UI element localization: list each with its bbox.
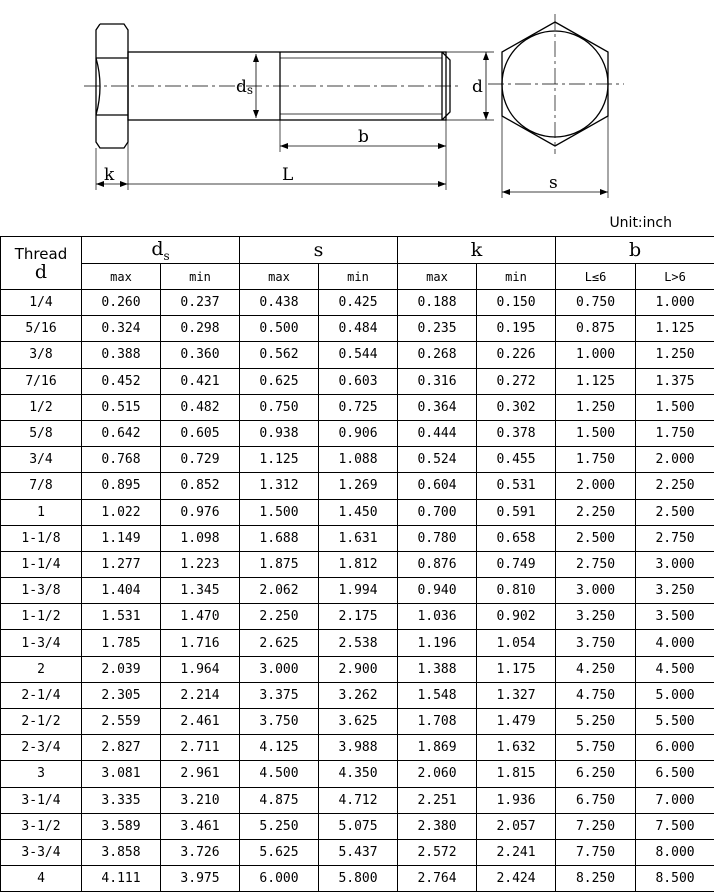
- value-cell: 0.700: [398, 499, 477, 525]
- value-cell: 0.455: [477, 447, 556, 473]
- value-cell: 1.250: [636, 342, 714, 368]
- value-cell: 0.444: [398, 420, 477, 446]
- value-cell: 1.327: [477, 682, 556, 708]
- thread-size-cell: 1: [1, 499, 82, 525]
- value-cell: 6.500: [636, 761, 714, 787]
- value-cell: 2.572: [398, 839, 477, 865]
- value-cell: 0.642: [82, 420, 161, 446]
- value-cell: 3.461: [161, 813, 240, 839]
- value-cell: 0.531: [477, 473, 556, 499]
- value-cell: 1.098: [161, 525, 240, 551]
- value-cell: 4.111: [82, 866, 161, 892]
- thread-size-cell: 3-1/2: [1, 813, 82, 839]
- value-cell: 8.000: [636, 839, 714, 865]
- value-cell: 0.768: [82, 447, 161, 473]
- value-cell: 1.785: [82, 630, 161, 656]
- value-cell: 2.251: [398, 787, 477, 813]
- value-cell: 2.750: [556, 551, 636, 577]
- value-cell: 1.964: [161, 656, 240, 682]
- subheader-cell: min: [319, 264, 398, 290]
- value-cell: 0.438: [240, 290, 319, 316]
- value-cell: 1.223: [161, 551, 240, 577]
- value-cell: 0.484: [319, 316, 398, 342]
- value-cell: 3.000: [240, 656, 319, 682]
- value-cell: 1.125: [636, 316, 714, 342]
- d-label: d: [472, 77, 483, 97]
- subheader-cell: max: [398, 264, 477, 290]
- thread-size-cell: 1-1/2: [1, 604, 82, 630]
- value-cell: 1.869: [398, 735, 477, 761]
- value-cell: 0.750: [240, 394, 319, 420]
- value-cell: 1.277: [82, 551, 161, 577]
- k-header: k: [398, 237, 556, 264]
- thread-size-cell: 1-1/8: [1, 525, 82, 551]
- table-row: [1, 656, 714, 682]
- value-cell: 5.500: [636, 709, 714, 735]
- value-cell: 4.250: [556, 656, 636, 682]
- thread-size-cell: 7/8: [1, 473, 82, 499]
- value-cell: 2.000: [556, 473, 636, 499]
- value-cell: 1.470: [161, 604, 240, 630]
- value-cell: 2.424: [477, 866, 556, 892]
- value-cell: 3.262: [319, 682, 398, 708]
- value-cell: 3.625: [319, 709, 398, 735]
- value-cell: 2.764: [398, 866, 477, 892]
- value-cell: 0.852: [161, 473, 240, 499]
- value-cell: 0.976: [161, 499, 240, 525]
- value-cell: 1.631: [319, 525, 398, 551]
- value-cell: 3.988: [319, 735, 398, 761]
- subheader-cell: min: [477, 264, 556, 290]
- value-cell: 0.906: [319, 420, 398, 446]
- value-cell: 2.461: [161, 709, 240, 735]
- value-cell: 1.994: [319, 578, 398, 604]
- table-row: [1, 682, 714, 708]
- thread-size-cell: 1-1/4: [1, 551, 82, 577]
- thread-size-cell: 1-3/4: [1, 630, 82, 656]
- value-cell: 2.250: [556, 499, 636, 525]
- value-cell: 2.750: [636, 525, 714, 551]
- value-cell: 2.214: [161, 682, 240, 708]
- value-cell: 0.425: [319, 290, 398, 316]
- table-row: [1, 604, 714, 630]
- value-cell: 0.150: [477, 290, 556, 316]
- subheader-cell: max: [240, 264, 319, 290]
- value-cell: 1.632: [477, 735, 556, 761]
- table-row: [1, 630, 714, 656]
- b-header: b: [556, 237, 714, 264]
- value-cell: 2.500: [636, 499, 714, 525]
- value-cell: 2.559: [82, 709, 161, 735]
- thread-d-label: d: [1, 264, 81, 280]
- value-cell: 1.196: [398, 630, 477, 656]
- table-row: [1, 813, 714, 839]
- value-cell: 3.375: [240, 682, 319, 708]
- value-cell: 0.729: [161, 447, 240, 473]
- subheader-cell: min: [161, 264, 240, 290]
- table-row: [1, 368, 714, 394]
- value-cell: 2.241: [477, 839, 556, 865]
- value-cell: 0.364: [398, 394, 477, 420]
- value-cell: 0.316: [398, 368, 477, 394]
- s-header: s: [240, 237, 398, 264]
- value-cell: 0.749: [477, 551, 556, 577]
- value-cell: 2.305: [82, 682, 161, 708]
- value-cell: 1.388: [398, 656, 477, 682]
- thread-size-cell: 2-1/2: [1, 709, 82, 735]
- table-row: [1, 473, 714, 499]
- value-cell: 7.250: [556, 813, 636, 839]
- value-cell: 1.548: [398, 682, 477, 708]
- value-cell: 0.940: [398, 578, 477, 604]
- value-cell: 0.750: [556, 290, 636, 316]
- value-cell: 5.000: [636, 682, 714, 708]
- value-cell: 0.302: [477, 394, 556, 420]
- value-cell: 0.421: [161, 368, 240, 394]
- table-row: [1, 761, 714, 787]
- value-cell: 0.591: [477, 499, 556, 525]
- value-cell: 3.081: [82, 761, 161, 787]
- value-cell: 1.269: [319, 473, 398, 499]
- value-cell: 0.780: [398, 525, 477, 551]
- thread-size-cell: 1-3/8: [1, 578, 82, 604]
- table-row: [1, 866, 714, 892]
- value-cell: 2.250: [636, 473, 714, 499]
- value-cell: 0.235: [398, 316, 477, 342]
- thread-size-cell: 5/16: [1, 316, 82, 342]
- b-label: b: [358, 127, 369, 147]
- value-cell: 0.515: [82, 394, 161, 420]
- value-cell: 0.895: [82, 473, 161, 499]
- value-cell: 3.335: [82, 787, 161, 813]
- subheader-cell: L>6: [636, 264, 714, 290]
- thread-size-cell: 2-1/4: [1, 682, 82, 708]
- value-cell: 2.250: [240, 604, 319, 630]
- table-row: [1, 499, 714, 525]
- value-cell: 1.000: [636, 290, 714, 316]
- value-cell: 6.750: [556, 787, 636, 813]
- value-cell: 2.057: [477, 813, 556, 839]
- value-cell: 1.312: [240, 473, 319, 499]
- value-cell: 7.750: [556, 839, 636, 865]
- value-cell: 0.603: [319, 368, 398, 394]
- value-cell: 2.000: [636, 447, 714, 473]
- value-cell: 1.716: [161, 630, 240, 656]
- thread-size-cell: 7/16: [1, 368, 82, 394]
- value-cell: 1.175: [477, 656, 556, 682]
- value-cell: 0.452: [82, 368, 161, 394]
- value-cell: 0.272: [477, 368, 556, 394]
- value-cell: 1.936: [477, 787, 556, 813]
- value-cell: 3.750: [556, 630, 636, 656]
- table-row: [1, 578, 714, 604]
- value-cell: 1.500: [636, 394, 714, 420]
- value-cell: 0.938: [240, 420, 319, 446]
- thread-size-cell: 3/4: [1, 447, 82, 473]
- table-body: [1, 290, 714, 892]
- value-cell: 5.625: [240, 839, 319, 865]
- thread-header: [1, 237, 82, 290]
- value-cell: 1.125: [556, 368, 636, 394]
- value-cell: 0.324: [82, 316, 161, 342]
- value-cell: 5.075: [319, 813, 398, 839]
- value-cell: 1.750: [636, 420, 714, 446]
- value-cell: 4.000: [636, 630, 714, 656]
- value-cell: 5.437: [319, 839, 398, 865]
- value-cell: 4.875: [240, 787, 319, 813]
- value-cell: 2.900: [319, 656, 398, 682]
- value-cell: 2.060: [398, 761, 477, 787]
- value-cell: 0.360: [161, 342, 240, 368]
- value-cell: 1.815: [477, 761, 556, 787]
- value-cell: 3.858: [82, 839, 161, 865]
- value-cell: 2.961: [161, 761, 240, 787]
- table-row: [1, 551, 714, 577]
- value-cell: 5.750: [556, 735, 636, 761]
- value-cell: 1.054: [477, 630, 556, 656]
- value-cell: 5.800: [319, 866, 398, 892]
- value-cell: 4.712: [319, 787, 398, 813]
- value-cell: 6.000: [240, 866, 319, 892]
- value-cell: 1.708: [398, 709, 477, 735]
- value-cell: 0.188: [398, 290, 477, 316]
- value-cell: 8.500: [636, 866, 714, 892]
- ds-header: $d_s$: [82, 237, 240, 264]
- k-label: k: [104, 165, 115, 185]
- value-cell: 0.226: [477, 342, 556, 368]
- thread-size-cell: 3-1/4: [1, 787, 82, 813]
- value-cell: 5.250: [556, 709, 636, 735]
- value-cell: 6.000: [636, 735, 714, 761]
- table-row: [1, 316, 714, 342]
- table-row: [1, 342, 714, 368]
- value-cell: 7.000: [636, 787, 714, 813]
- thread-size-cell: 3/8: [1, 342, 82, 368]
- table-row: [1, 447, 714, 473]
- unit-label: Unit:inch: [609, 215, 672, 231]
- value-cell: 0.500: [240, 316, 319, 342]
- value-cell: 0.378: [477, 420, 556, 446]
- thread-size-cell: 1/4: [1, 290, 82, 316]
- length-label: L: [282, 165, 293, 185]
- value-cell: 1.125: [240, 447, 319, 473]
- value-cell: 3.726: [161, 839, 240, 865]
- value-cell: 3.500: [636, 604, 714, 630]
- value-cell: 2.062: [240, 578, 319, 604]
- thread-size-cell: 1/2: [1, 394, 82, 420]
- value-cell: 2.827: [82, 735, 161, 761]
- thread-size-cell: 2-3/4: [1, 735, 82, 761]
- value-cell: 1.479: [477, 709, 556, 735]
- value-cell: 1.531: [82, 604, 161, 630]
- value-cell: 2.380: [398, 813, 477, 839]
- value-cell: 3.589: [82, 813, 161, 839]
- thread-size-cell: 3: [1, 761, 82, 787]
- value-cell: 2.500: [556, 525, 636, 551]
- value-cell: 0.237: [161, 290, 240, 316]
- thread-size-cell: 2: [1, 656, 82, 682]
- value-cell: 0.544: [319, 342, 398, 368]
- bolt-drawing: [0, 0, 714, 232]
- value-cell: 0.605: [161, 420, 240, 446]
- value-cell: 1.450: [319, 499, 398, 525]
- value-cell: 0.875: [556, 316, 636, 342]
- value-cell: 0.725: [319, 394, 398, 420]
- value-cell: 0.658: [477, 525, 556, 551]
- value-cell: 0.268: [398, 342, 477, 368]
- ds-label: ds: [236, 77, 253, 97]
- value-cell: 1.404: [82, 578, 161, 604]
- value-cell: 0.562: [240, 342, 319, 368]
- value-cell: 2.039: [82, 656, 161, 682]
- subheader-cell: max: [82, 264, 161, 290]
- value-cell: 4.750: [556, 682, 636, 708]
- table-row: [1, 525, 714, 551]
- value-cell: 1.036: [398, 604, 477, 630]
- value-cell: 1.088: [319, 447, 398, 473]
- thread-size-cell: 3-3/4: [1, 839, 82, 865]
- thread-size-cell: 4: [1, 866, 82, 892]
- table-row: [1, 787, 714, 813]
- value-cell: 0.876: [398, 551, 477, 577]
- value-cell: 4.350: [319, 761, 398, 787]
- value-cell: 4.500: [636, 656, 714, 682]
- value-cell: 0.388: [82, 342, 161, 368]
- value-cell: 1.812: [319, 551, 398, 577]
- thread-header-label: Thread: [15, 245, 67, 263]
- thread-size-cell: 5/8: [1, 420, 82, 446]
- value-cell: 1.375: [636, 368, 714, 394]
- value-cell: 0.195: [477, 316, 556, 342]
- value-cell: 3.000: [636, 551, 714, 577]
- value-cell: 0.524: [398, 447, 477, 473]
- bolt-diagram-svg: [0, 0, 714, 232]
- value-cell: 3.975: [161, 866, 240, 892]
- value-cell: 3.250: [556, 604, 636, 630]
- value-cell: 0.625: [240, 368, 319, 394]
- value-cell: 0.810: [477, 578, 556, 604]
- subheader-cell: L≤6: [556, 264, 636, 290]
- value-cell: 3.750: [240, 709, 319, 735]
- table-row: [1, 290, 714, 316]
- value-cell: 0.298: [161, 316, 240, 342]
- value-cell: 1.250: [556, 394, 636, 420]
- value-cell: 1.000: [556, 342, 636, 368]
- value-cell: 6.250: [556, 761, 636, 787]
- s-label: s: [549, 173, 558, 193]
- value-cell: 1.688: [240, 525, 319, 551]
- value-cell: 3.210: [161, 787, 240, 813]
- value-cell: 0.260: [82, 290, 161, 316]
- table-row: [1, 420, 714, 446]
- value-cell: 2.175: [319, 604, 398, 630]
- value-cell: 7.500: [636, 813, 714, 839]
- value-cell: 1.149: [82, 525, 161, 551]
- value-cell: 1.345: [161, 578, 240, 604]
- value-cell: 3.250: [636, 578, 714, 604]
- value-cell: 1.500: [556, 420, 636, 446]
- value-cell: 0.902: [477, 604, 556, 630]
- value-cell: 3.000: [556, 578, 636, 604]
- value-cell: 1.875: [240, 551, 319, 577]
- value-cell: 5.250: [240, 813, 319, 839]
- value-cell: 0.482: [161, 394, 240, 420]
- table-row: [1, 394, 714, 420]
- table-row: [1, 735, 714, 761]
- header-row-main: [1, 237, 714, 264]
- value-cell: 4.500: [240, 761, 319, 787]
- value-cell: 2.538: [319, 630, 398, 656]
- value-cell: 1.022: [82, 499, 161, 525]
- value-cell: 1.750: [556, 447, 636, 473]
- value-cell: 2.711: [161, 735, 240, 761]
- value-cell: 0.604: [398, 473, 477, 499]
- table-row: [1, 839, 714, 865]
- value-cell: 8.250: [556, 866, 636, 892]
- table-row: [1, 709, 714, 735]
- bolt-dimensions-table: [0, 236, 714, 892]
- value-cell: 4.125: [240, 735, 319, 761]
- header-row-sub: [1, 264, 714, 290]
- value-cell: 2.625: [240, 630, 319, 656]
- value-cell: 1.500: [240, 499, 319, 525]
